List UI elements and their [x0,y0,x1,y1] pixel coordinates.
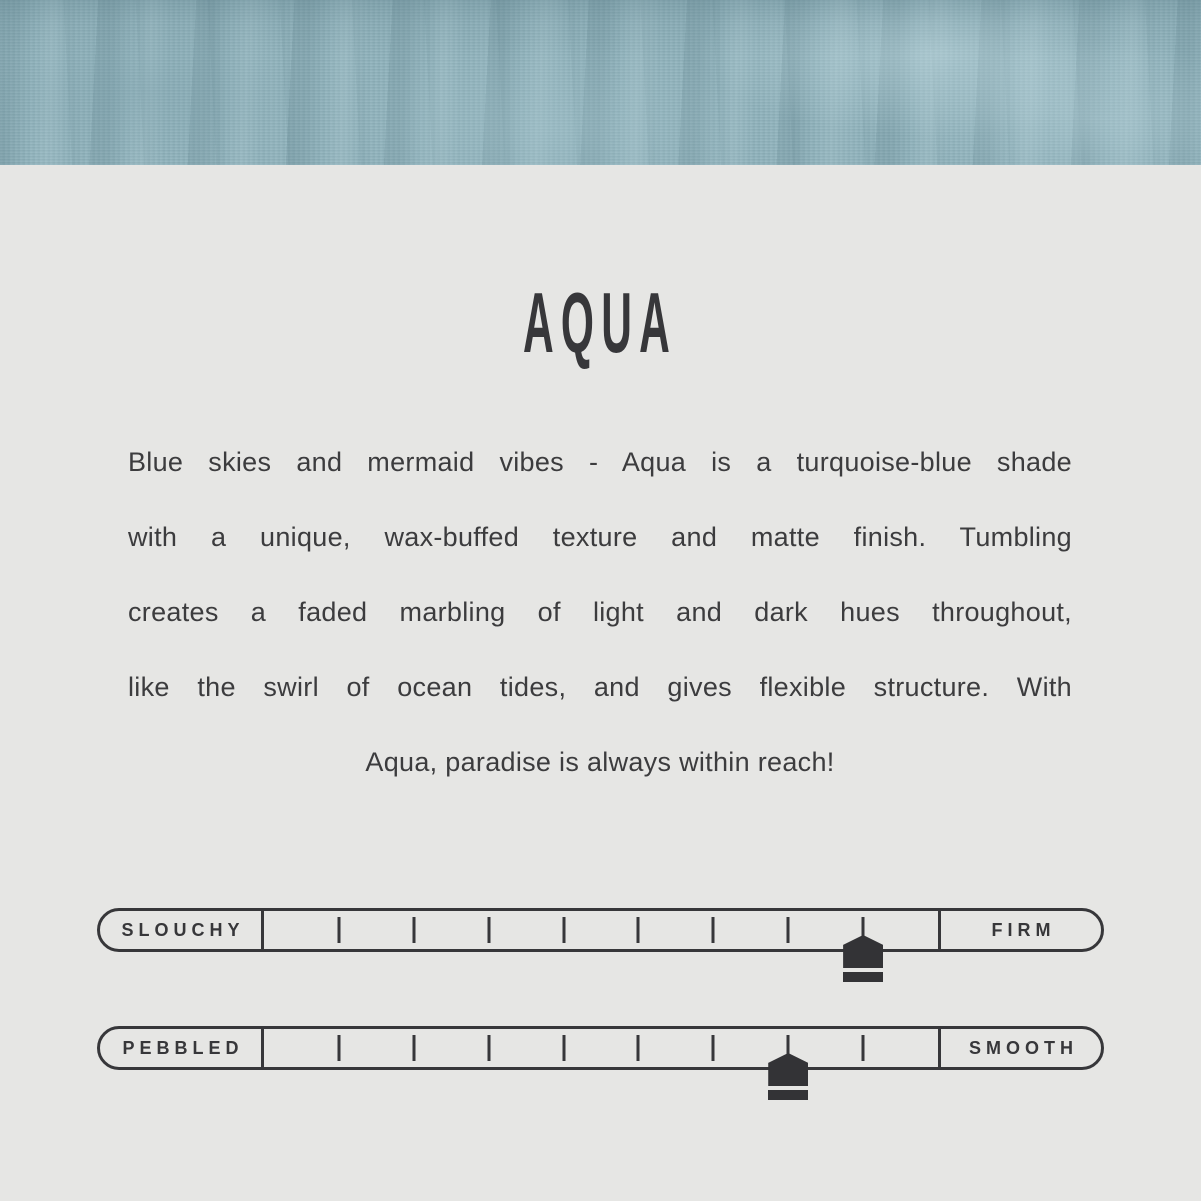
scale-right-label: SMOOTH [969,1037,1078,1058]
tick-mark [487,1035,490,1061]
tick-mark [337,917,340,943]
description-line: creates a faded marbling of light and dark hues throughout, [128,597,1072,627]
marker-pointer-icon [768,1053,808,1086]
leather-texture-banner [0,0,1201,165]
tick-mark [487,917,490,943]
description-line: with a unique, wax-buffed texture and matte finish. Tumbling [128,522,1072,552]
color-name-title [0,276,1201,371]
tick-mark [637,1035,640,1061]
tick-mark [562,917,565,943]
scale-track [261,1029,941,1067]
structure-scale-slouchy-firm [97,908,1104,952]
scale-marker [843,935,883,982]
scale-left-label: PEBBLED [122,1037,244,1058]
tick-mark [337,1035,340,1061]
description-line: Blue skies and mermaid vibes - Aqua is a turquoise-blue shade [128,447,1072,477]
color-description [128,425,1072,800]
tick-mark [412,1035,415,1061]
tick-mark [712,1035,715,1061]
scale-track [261,911,941,949]
color-name-text: AQUA [523,276,678,371]
tick-mark [712,917,715,943]
marker-base-bar [843,972,883,982]
tick-mark [562,1035,565,1061]
description-line: Aqua, paradise is always within reach! [365,747,835,777]
marker-pointer-icon [843,935,883,968]
scale-left-label: SLOUCHY [121,919,245,940]
tick-mark [412,917,415,943]
tick-mark [787,917,790,943]
marker-base-bar [768,1090,808,1100]
scale-marker [768,1053,808,1100]
tick-mark [637,917,640,943]
description-line: like the swirl of ocean tides, and gives flexible structure. With [128,672,1072,702]
texture-scale-pebbled-smooth [97,1026,1104,1070]
scale-right-label: FIRM [991,919,1056,940]
tick-mark [862,1035,865,1061]
